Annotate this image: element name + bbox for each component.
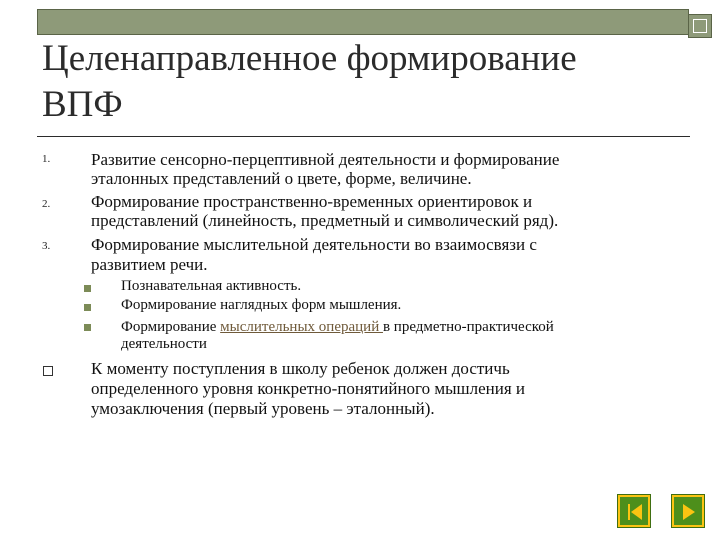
slide-title [42,36,682,128]
sub-item-3-prefix: Формирование [121,319,221,335]
hollow-square-bullet-icon [43,366,53,376]
list-item-3-line-1: Формирование мыслительной деятельности во взаимосвязи с [91,235,537,254]
conclusion-line-2: определенного уровня конкретно-понятийного мышления и [91,379,526,398]
square-bullet-icon [84,324,91,331]
conclusion-line-1: К моменту поступления в школу ребенок должен достичь [91,359,510,378]
title-line-1: Целенаправленное формирование [42,38,577,79]
first-slide-button[interactable] [617,494,651,528]
title-line-2: ВПФ [42,84,123,125]
first-slide-icon [618,495,652,529]
list-item-1-line-1: Развитие сенсорно-перцептивной деятельности и формирование [91,150,560,169]
sub-item-3 [121,319,554,336]
title-divider [37,136,690,137]
square-bullet-icon [84,285,91,292]
list-number: 2. [42,198,51,210]
sub-item-1: Познавательная активность. [121,278,302,294]
sub-item-3-line-2: деятельности [121,336,207,352]
list-item-2-line-2: представлений (линейность, предметный и символический ряд). [91,211,559,230]
list-number: 1. [42,153,51,165]
mental-operations-link[interactable]: мыслительных операций [220,319,383,335]
list-item-3-line-2: развитием речи. [91,255,208,274]
square-bullet-icon [84,304,91,311]
next-slide-icon [672,495,706,529]
header-bar [37,9,689,35]
sub-item-3-suffix: в предметно-практической [382,319,554,335]
next-slide-button[interactable] [671,494,705,528]
conclusion-line-3: умозаключения (первый уровень – эталонный). [91,399,435,418]
list-number: 3. [42,240,51,252]
list-item-2-line-1: Формирование пространственно-временных ориентировок и [91,192,533,211]
list-item-1-line-2: эталонных представлений о цвете, форме, величине. [91,169,472,188]
corner-decoration [688,14,712,38]
sub-item-2: Формирование наглядных форм мышления. [121,297,402,313]
